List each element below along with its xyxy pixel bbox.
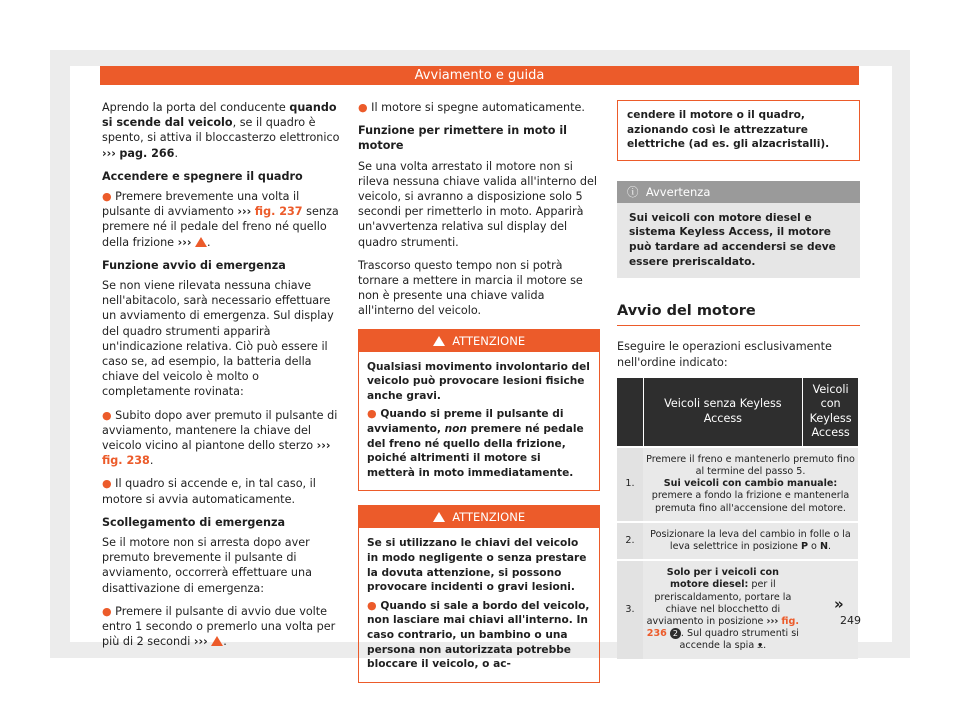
list-item: ● Il quadro si accende e, in tal caso, il motore si avvia automaticamente. [102,477,316,506]
warning-header: ATTENZIONE [359,330,599,352]
column-1 [102,100,342,658]
table-row [617,447,858,522]
table-header [617,378,643,447]
section-intro: Eseguire le operazioni esclusivamente nell'ordine indicato: [617,340,832,369]
column-3 [617,100,860,659]
start-procedure-table [617,378,858,659]
step-number: 2. [617,522,643,560]
preheat-lamp-icon: ᴥ [757,640,764,652]
continue-mark: » [834,595,844,613]
subheading-start-stop: Accendere e spegnere il quadro [102,169,303,183]
page-reference[interactable]: pag. 266 [119,146,175,160]
paragraph: Trascorso questo tempo non si potrà tornare a mettere in marcia il motore se non è presente una chiave valida all'interno del veicolo. [358,258,583,318]
bullet-icon: ● [367,407,377,421]
warning-body: Se si utilizzano le chiavi del veicolo in modo negligente o senza prestare la dovuta attenzione, si possono provocare incidenti o gravi lesioni. ● Quando si sale a bordo del veicolo, non lasciare mai chiavi all'interno. In caso contrario, un bambino o una persona non autorizzata potrebbe bloccare il veicolo, o ac- [367,537,590,671]
list-item: ● Il motore si spegne automaticamente. [358,101,585,114]
warning-triangle-icon [433,336,445,346]
callout-number-badge: 2 [670,628,681,639]
figure-reference[interactable]: fig. 237 [254,205,303,219]
intro-paragraph: Aprendo la porta del conducente quando si scende dal veicolo, se il quadro è spento, si attiva il bloccasterzo elettronico ››› pag. 266. [102,101,340,160]
list-item: ● Quando si preme il pulsante di avviamento, non premere né pedale del freno né quello della frizione, poiché altrimenti il motore si metterà in moto immediatamente. [367,407,584,479]
figure-reference[interactable]: fig. 236 [646,616,800,640]
table-cell: Premere il freno e mantenerlo premuto fino al termine del passo 5. Sui veicoli con cambio manuale: premere a fondo la frizione e mantenerla premuta fino all'accensione del motore. [643,447,858,522]
warning-continuation-box: cendere il motore o il quadro, azionando così le attrezzature elettriche (ad es. gli alzacristalli). [617,100,860,161]
paragraph: Se non viene rilevata nessuna chiave nell'abitacolo, sarà necessario effettuare un avviamento di emergenza. Sul display del quadro strumenti apparirà un'indicazione relativa. Ciò può essere il caso se, ad esempio, la batteria della chiave del veicolo è molto o completamente rovinata: [102,279,334,399]
bullet-icon: ● [102,604,112,618]
warning-body: Qualsiasi movimento involontario del veicolo può provocare lesioni fisiche anche gravi. ● Quando si preme il pulsante di avviamento, non premere né pedale del freno né quello della frizione, poiché altrimenti il motore si metterà in moto immediatamente. [367,360,590,479]
list-item: ● Subito dopo aver premuto il pulsante di avviamento, mantenere la chiave del veicolo vicino al piantone dello sterzo ››› fig. 238. [102,408,338,468]
column-2 [358,100,600,697]
page-number: 249 [840,614,861,627]
table-cell: Posizionare la leva del cambio in folle o la leva selettrice in posizione P o N. [643,522,858,560]
table-row [617,560,858,658]
note-header: ⓘ Avvertenza [617,181,860,203]
figure-reference[interactable]: fig. 238 [102,454,150,468]
list-item: ● Premere brevemente una volta il pulsante di avviamento ››› fig. 237 senza premere né il pedale del freno né quello della frizione ››› . [102,190,339,249]
note-box [617,181,860,278]
chapter-header: Avviamento e guida [100,66,859,85]
subheading-emergency-start: Funzione avvio di emergenza [102,258,286,272]
warning-box [358,329,600,492]
warning-triangle-icon [211,636,223,646]
warning-triangle-icon [195,237,207,247]
subheading-emergency-shutdown: Scollegamento di emergenza [102,515,286,529]
bullet-icon: ● [102,477,112,491]
step-number: 3. [617,560,643,658]
table-row [617,522,858,560]
warning-box [358,505,600,682]
bullet-icon: ● [367,598,377,612]
table-header: Veicoli senza Keyless Access [643,378,803,447]
bullet-icon: ● [102,190,112,204]
warning-triangle-icon [433,512,445,522]
list-item: ● Premere il pulsante di avvio due volte entro 1 secondo o premerlo una volta per più di 2 secondi ››› . [102,604,336,649]
table-header: Veicoli con Keyless Access [803,378,858,447]
table-cell: Solo per i veicoli con motore diesel: per il preriscaldamento, portare la chiave nel blocchetto di avviamento in posizione ››› fig. 236 2 . Sul quadro strumenti si accende la spia ᴥ. [643,560,803,658]
section-title: Avvio del motore [617,304,860,326]
warning-header: ATTENZIONE [359,506,599,528]
bullet-icon: ● [102,408,112,422]
list-item: ● Quando si sale a bordo del veicolo, non lasciare mai chiavi all'interno. In caso contrario, un bambino o una persona non autorizzata potrebbe bloccare il veicolo, o ac- [367,598,590,671]
table-header-row [617,378,858,447]
paragraph: Se il motore non si arresta dopo aver premuto brevemente il pulsante di avviamento, occorrerà effettuare una disattivazione di emergenza: [102,536,312,595]
paragraph: Se una volta arrestato il motore non si rileva nessuna chiave valida all'interno del veicolo, si avranno a disposizione solo 5 secondi per rimetterlo in moto. Apparirà un'avvertenza relativa sul display del quadro strumenti. [358,159,598,249]
table-cell-empty [803,560,858,658]
info-icon: ⓘ [627,184,639,199]
subheading-restart: Funzione per rimettere in moto il motore [358,124,568,153]
bullet-icon: ● [358,101,368,114]
step-number: 1. [617,447,643,522]
note-body: Sui veicoli con motore diesel e sistema Keyless Access, il motore può tardare ad accendersi se deve essere preriscaldato. [629,211,836,268]
